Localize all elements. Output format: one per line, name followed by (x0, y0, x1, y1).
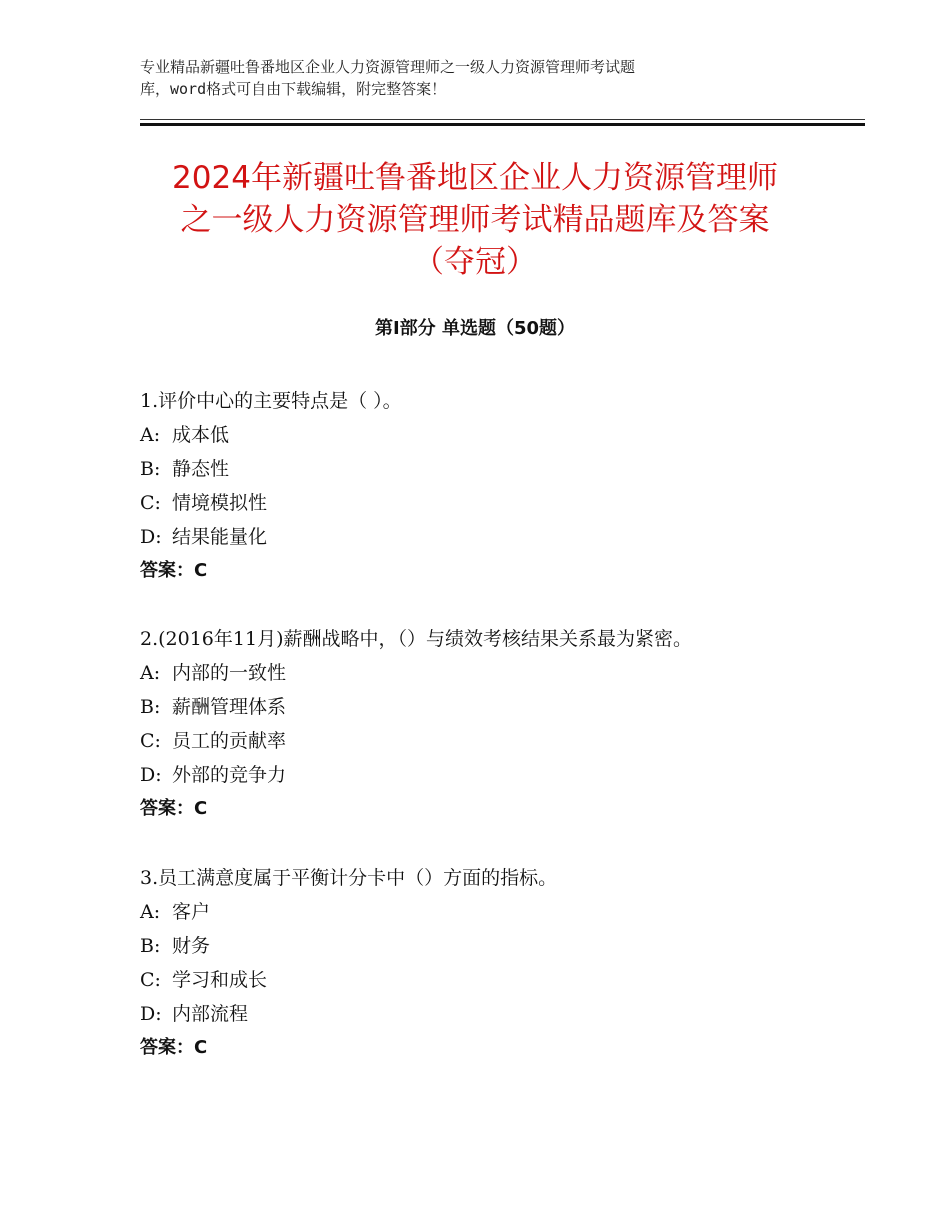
option-c (140, 724, 860, 758)
option-d (140, 758, 860, 792)
document-title-line-2: 之一级人力资源管理师考试精品题库及答案 (180, 202, 770, 238)
question-stem: 2.(2016年11月)薪酬战略中，（）与绩效考核结果关系最为紧密。 (140, 628, 692, 650)
option-letter: A: (140, 901, 161, 923)
option-text: 成本低 (172, 424, 230, 446)
option-letter: B: (140, 696, 161, 718)
question-1 (140, 384, 860, 588)
option-b (140, 690, 860, 724)
option-text: 内部流程 (172, 1003, 249, 1025)
header-divider-thick (140, 123, 865, 126)
option-text: 结果能量化 (172, 526, 268, 548)
section-heading: 第Ⅰ部分 单选题（50题） (374, 318, 575, 339)
option-letter: B: (140, 458, 161, 480)
answer-line: 答案：C (140, 560, 208, 581)
answer-line: 答案：C (140, 1037, 208, 1058)
option-text: 学习和成长 (172, 969, 268, 991)
header-divider-thin (140, 119, 865, 120)
option-text: 客户 (172, 901, 211, 923)
option-a (140, 895, 860, 929)
option-text: 情境模拟性 (172, 492, 268, 514)
option-b (140, 452, 860, 486)
question-stem: 1.评价中心的主要特点是（ ）。 (140, 390, 402, 412)
header-note-line-2: 库，word格式可自由下载编辑，附完整答案！ (140, 80, 447, 98)
option-letter: D: (140, 1003, 162, 1025)
option-b (140, 929, 860, 963)
document-title-line-1: 2024年新疆吐鲁番地区企业人力资源管理师 (172, 160, 778, 196)
option-letter: A: (140, 662, 161, 684)
option-letter: C: (140, 492, 161, 514)
option-c (140, 486, 860, 520)
option-text: 薪酬管理体系 (172, 696, 287, 718)
header-note-line-1: 专业精品新疆吐鲁番地区企业人力资源管理师之一级人力资源管理师考试题 (140, 58, 636, 76)
option-letter: B: (140, 935, 161, 957)
option-a (140, 418, 860, 452)
option-text: 内部的一致性 (172, 662, 287, 684)
option-d (140, 997, 860, 1031)
option-a (140, 656, 860, 690)
option-text: 静态性 (172, 458, 230, 480)
option-letter: A: (140, 424, 161, 446)
option-text: 财务 (172, 935, 211, 957)
option-letter: C: (140, 730, 161, 752)
option-text: 外部的竞争力 (172, 764, 287, 786)
option-letter: D: (140, 764, 162, 786)
option-letter: D: (140, 526, 162, 548)
option-c (140, 963, 860, 997)
header-note (140, 56, 800, 100)
option-letter: C: (140, 969, 161, 991)
document-title (100, 157, 850, 283)
question-stem: 3.员工满意度属于平衡计分卡中（）方面的指标。 (140, 867, 558, 889)
option-text: 员工的贡献率 (172, 730, 287, 752)
question-3 (140, 861, 860, 1065)
question-2 (140, 622, 860, 826)
document-title-line-3: （夺冠） (413, 244, 537, 280)
option-d (140, 520, 860, 554)
answer-line: 答案：C (140, 798, 208, 819)
